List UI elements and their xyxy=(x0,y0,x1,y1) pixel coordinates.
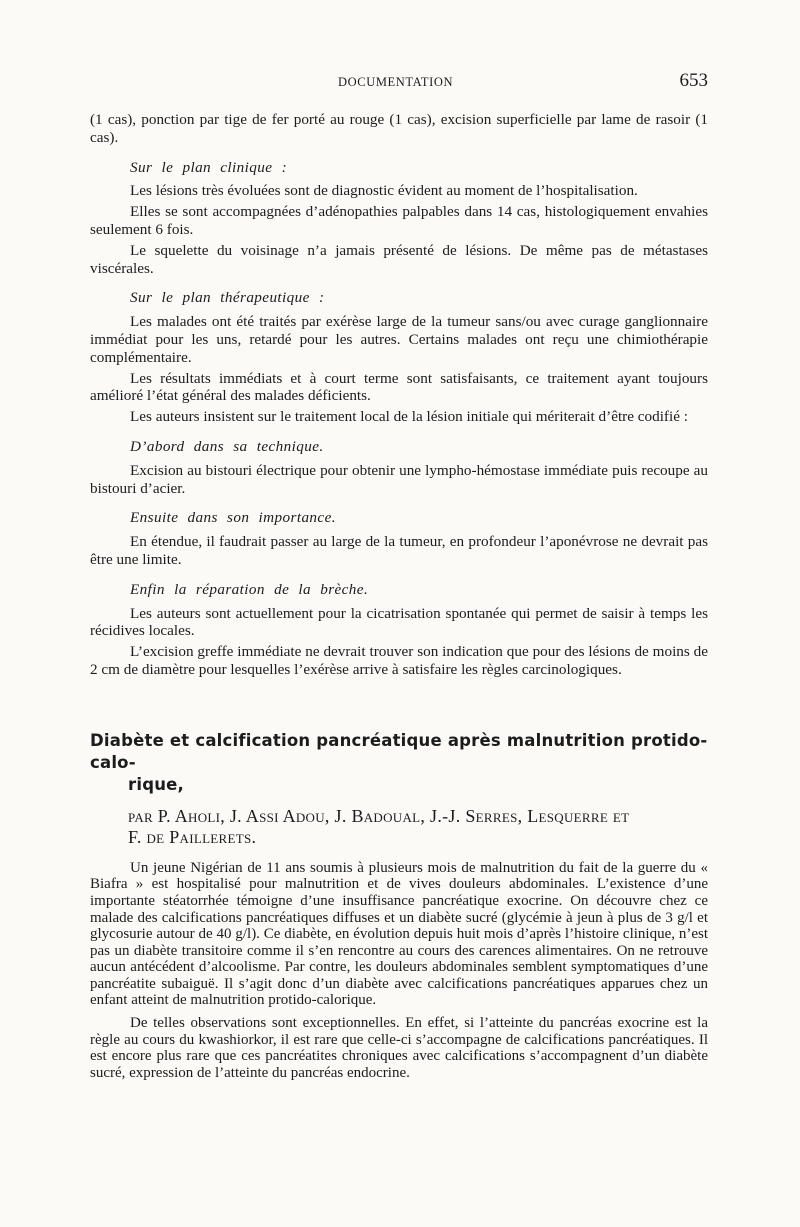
paragraph-reparation-2: L’excision greffe immédiate ne devrait trouver son indication que pour des lésions de moins de 2 cm de diamètre pour lesquelles l’exérèse arrive à satisfaire les règles carcinologiques. xyxy=(90,643,708,678)
paragraph-clinique-2: Elles se sont accompagnées d’adénopathies palpables dans 14 cas, histologiquement envahies seulement 6 fois. xyxy=(90,203,708,238)
article xyxy=(90,730,708,1082)
article-paragraph-2: De telles observations sont exceptionnelles. En effet, si l’atteinte du pancréas exocrine est la règle au cours du kwashiorkor, il est rare que celle-ci s’accompagne de calcifications pancréatiques. Il est encore plus rare que ces pancréatites chroniques avec calcifications s’accompagnent d’un diabète sucré, expression de l’atteinte du pancréas endocrine. xyxy=(90,1015,708,1081)
article-title xyxy=(90,730,708,796)
subheading-reparation: Enfin la réparation de la brèche. xyxy=(130,580,369,598)
paragraph-importance: En étendue, il faudrait passer au large de la tumeur, en profondeur l’aponévrose ne devrait pas être une limite. xyxy=(90,533,708,568)
paragraph-therapeutique-2: Les résultats immédiats et à court terme sont satisfaisants, ce traitement ayant toujours amélioré l’état général des malades déficients. xyxy=(90,369,708,405)
subheading-therapeutique: Sur le plan thérapeutique : xyxy=(130,289,325,307)
article-authors xyxy=(128,806,708,848)
article-paragraph-1: Un jeune Nigérian de 11 ans soumis à plusieurs mois de malnutrition du fait de la guerre du « Biafra » est hospitalisé pour malnutrition et de vives douleurs abdominales. L’existence d’une importante stéatorrhée témoigne d’une insuffisance pancréatique exocrine. On découvre chez ce malade des calcifications pancréatiques diffuses et un diabète sucré (glycémie à jeun à plus de 3 g/l et glycosurie autour de 40 g/l). Ce diabète, en évolution depuis huit mois d’après l’histoire clinique, n’est pas un diabète transitoire comme il s’en rencontre au cours des carences alimentaires. On ne retrouve aucun antécédent d’alcoolisme. Par contre, les douleurs abdominales semblent symptomatiques d’une pancréatite subaiguë. Il s’agit donc d’un diabète avec calcifications pancréatiques apparues chez un enfant atteint de malnutrition protido-calorique. xyxy=(90,859,708,1009)
page-header xyxy=(88,70,708,94)
authors-line-1: par P. Aholi, J. Assi Adou, J. Badoual, J.-J. Serres, Lesquerre et xyxy=(128,805,630,826)
subheading-technique: D’abord dans sa technique. xyxy=(130,437,324,455)
paragraph-clinique-1: Les lésions très évoluées sont de diagnostic évident au moment de l’hospitalisation. xyxy=(130,182,638,200)
paragraph-therapeutique-3: Les auteurs insistent sur le traitement local de la lésion initiale qui mériterait d’être codifié : xyxy=(130,408,688,426)
article-title-line-1: Diabète et calcification pancréatique après malnutrition protido-calo- xyxy=(90,730,708,772)
running-head: DOCUMENTATION xyxy=(338,75,454,89)
authors-line-2: F. de Paillerets. xyxy=(128,826,257,847)
paragraph-clinique-3: Le squelette du voisinage n’a jamais présenté de lésions. De même pas de métastases viscérales. xyxy=(90,241,708,277)
article-title-line-2: rique, xyxy=(128,774,185,794)
page-number: 653 xyxy=(679,70,708,91)
subheading-clinique: Sur le plan clinique : xyxy=(130,158,288,176)
paragraph-therapeutique-1: Les malades ont été traités par exérèse large de la tumeur sans/ou avec curage ganglionnaire immédiat pour les uns, retardé pour les autres. Certains malades ont reçu une chimiothérapie complémentaire. xyxy=(90,313,708,366)
subheading-importance: Ensuite dans son importance. xyxy=(130,509,336,527)
section-gap xyxy=(90,682,708,730)
paragraph-reparation-1: Les auteurs sont actuellement pour la cicatrisation spontanée qui permet de saisir à temps les récidives locales. xyxy=(90,604,708,640)
paragraph-technique: Excision au bistouri électrique pour obtenir une lympho-hémostase immédiate puis recoupe au bistouri d’acier. xyxy=(90,461,708,497)
page-body xyxy=(90,111,708,1084)
paragraph-intro: (1 cas), ponction par tige de fer porté au rouge (1 cas), excision superficielle par lame de rasoir (1 cas). xyxy=(90,111,708,146)
